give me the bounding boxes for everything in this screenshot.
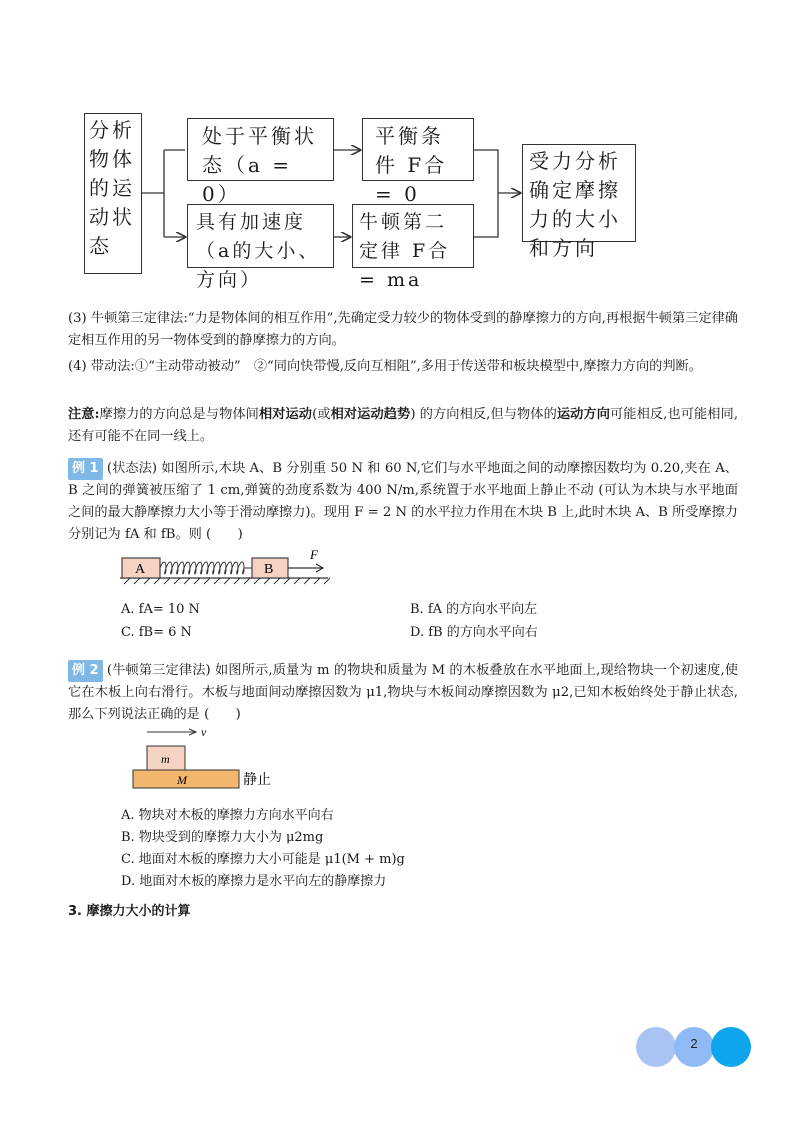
ex2-option-b[interactable]: B. 物块受到的摩擦力大小为 μ2mg (121, 830, 324, 845)
flow-left-text: 分析物体的运动状态 (89, 118, 135, 258)
page-number: 2 (690, 1036, 698, 1051)
flow-bottom-mid-text: 具有加速度（a的大小、方向） (196, 211, 321, 291)
section-3-heading: 3. 摩擦力大小的计算 (68, 904, 191, 919)
paragraph-note (68, 404, 738, 448)
note-bold-2: 相对运动趋势 (330, 407, 411, 422)
example-1-tag: 例 1 (68, 458, 103, 480)
ex2-option-c[interactable]: C. 地面对木板的摩擦力大小可能是 μ1(M + m)g (121, 852, 405, 867)
ex2-option-a[interactable]: A. 物块对木板的摩擦力方向水平向右 (121, 808, 334, 823)
note-bold-1: 相对运动 (258, 407, 313, 422)
note-text-4: 可能相反,也可能相同,还有可能不在同一线上。 (68, 407, 739, 444)
flow-result-text: 受力分析确定摩擦力的大小和方向 (529, 149, 621, 260)
velocity-label: v (201, 725, 207, 739)
block-m-label: m (161, 752, 170, 766)
board-M-label: M (177, 773, 187, 787)
flowchart-connectors (0, 0, 794, 300)
still-label: 静止 (243, 772, 271, 788)
ex1-option-c[interactable]: C. fB= 6 N (121, 625, 192, 640)
note-label: 注意: (68, 407, 100, 422)
ex1-option-a[interactable]: A. fA= 10 N (121, 602, 200, 617)
spring (160, 562, 252, 574)
note-bold-3: 运动方向 (556, 407, 610, 422)
page-circle-light (636, 1027, 676, 1067)
example-2-tag: 例 2 (68, 660, 103, 682)
page-circle-dark (711, 1027, 751, 1067)
p4-text: (4) 带动法:①“主动带动被动” ②“同向快带慢,反向互相阻”,多用于传送带和板块模型中,摩擦力方向的判断。 (68, 359, 702, 374)
note-text-3: ) 的方向相反,但与物体的 (410, 407, 557, 422)
ex1-option-d[interactable]: D. fB 的方向水平向右 (410, 625, 538, 640)
paragraph-third-law (68, 308, 738, 352)
example-2-figure (125, 722, 285, 792)
block-a-label: A (135, 562, 146, 577)
example-1-figure (110, 546, 340, 586)
note-text-1: 摩擦力的方向总是与物体间 (99, 407, 259, 422)
force-label: F (310, 547, 318, 562)
paragraph-drive-method (68, 356, 738, 378)
flow-bottom-right-text: 牛顿第二定律 F合 = ma (359, 211, 451, 291)
example-1 (68, 458, 738, 546)
split-connector (142, 150, 185, 237)
example-2 (68, 660, 738, 726)
ex1-option-b[interactable]: B. fA 的方向水平向左 (410, 602, 538, 617)
note-text-2: (或 (312, 407, 331, 422)
flow-top-right-text: 平衡条件 F合 = 0 (375, 124, 448, 206)
block-b-label: B (264, 562, 274, 577)
ex2-option-d[interactable]: D. 地面对木板的摩擦力是水平向左的静摩擦力 (121, 874, 387, 889)
example-1-text: (状态法) 如图所示,木块 A、B 分别重 50 N 和 60 N,它们与水平地面之间的动摩擦因数均为 0.20,夹在 A、B 之间的弹簧被压缩了 1 cm,弹簧的劲度系数为 400 N/m,系统置于水平地面上静止不动 (可认为木块与水平地面之间的最大静摩擦力大小等于滑动摩擦力)。现用 F = 2 N 的水平拉力作用在木块 B 上,此时木块 A、B 所受摩擦力分别记为 fA 和 fB。则 ( ) (68, 461, 738, 542)
p3-text: (3) 牛顿第三定律法:“力是物体间的相互作用”,先确定受力较少的物体受到的静摩擦力的方向,再根据牛顿第三定律确定相互作用的另一物体受到的静摩擦力的方向。 (68, 311, 738, 348)
flow-top-mid-text: 处于平衡状态（a = 0） (202, 124, 317, 206)
merge-connector (474, 150, 520, 237)
example-2-text: (牛顿第三定律法) 如图所示,质量为 m 的物块和质量为 M 的木板叠放在水平地面上,现给物块一个初速度,使它在木板上向右滑行。木板与地面间动摩擦因数为 μ1,物块与木板间动摩擦因数为 μ2,已知木板始终处于静止状态,那么下列说法正确的是 ( ) (68, 663, 738, 722)
